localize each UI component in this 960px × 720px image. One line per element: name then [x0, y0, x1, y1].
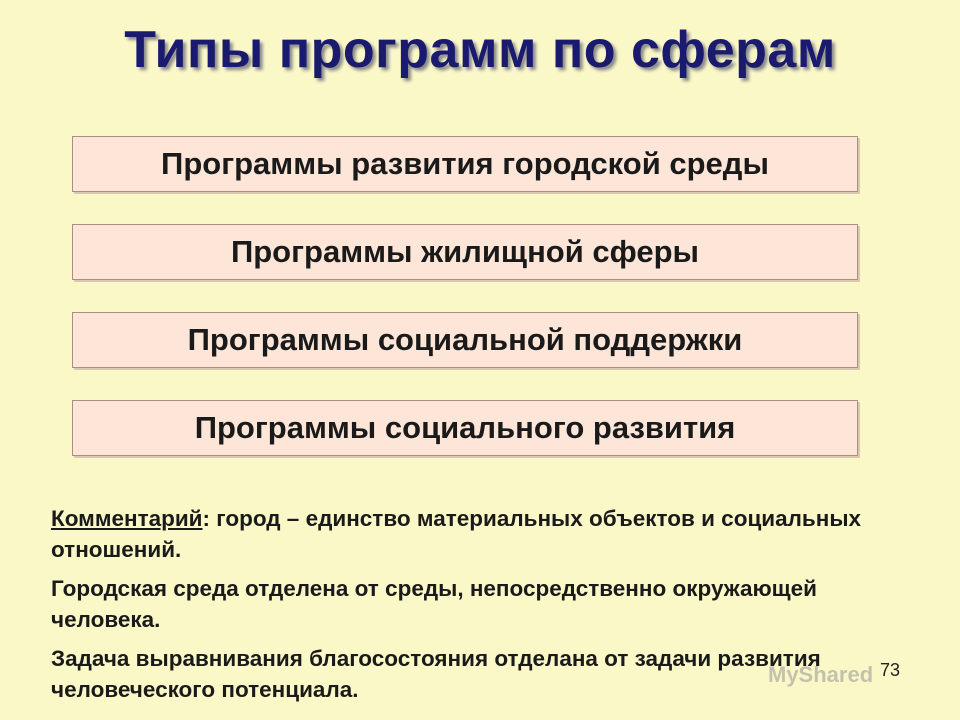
program-box-social-development: Программы социального развития: [72, 400, 858, 456]
comment-paragraph-1: [51, 503, 871, 565]
program-box-social-support: Программы социальной поддержки: [72, 312, 858, 368]
comment-label: Комментарий: [51, 506, 203, 531]
comment-section: [51, 503, 874, 713]
slide-title: Типы программ по сферам: [124, 21, 836, 79]
page-number: 73: [880, 660, 901, 680]
program-box-urban-environment: Программы развития городской среды: [72, 136, 858, 192]
program-box-housing: Программы жилищной сферы: [72, 224, 858, 280]
watermark-logo: MyShared: [768, 662, 874, 687]
comment-paragraph-2: Городская среда отделена от среды, непосредственно окружающей человека.: [51, 576, 818, 632]
comment-text-1: : город – единство материальных объектов и социальных отношений.: [51, 506, 862, 562]
comment-paragraph-3: Задача выравнивания благосостояния отделана от задачи развития человеческого потенциала.: [51, 646, 821, 702]
